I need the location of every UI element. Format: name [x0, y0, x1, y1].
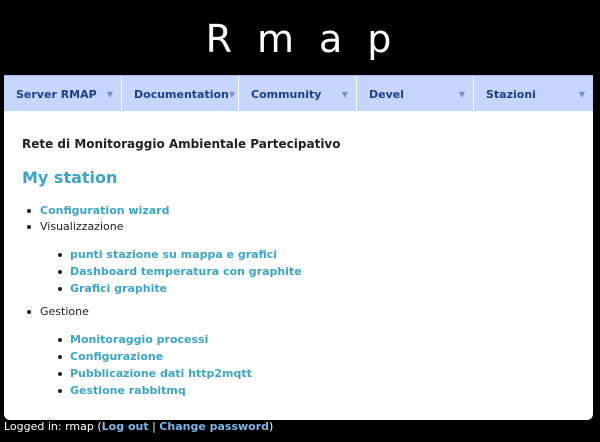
dropdown-arrow-icon: ▼ [228, 89, 236, 99]
rabbitmq-management-link[interactable]: Gestione rabbitmq [70, 384, 186, 397]
logout-link[interactable]: Log out [101, 420, 149, 433]
logged-in-text: Logged in: rmap ( [4, 420, 102, 433]
list-item [70, 365, 302, 382]
nav-item-label: Devel [369, 87, 404, 101]
dropdown-arrow-icon: ▼ [458, 89, 465, 99]
nav-item-devel[interactable] [357, 76, 474, 112]
dropdown-arrow-icon: ▼ [341, 89, 348, 99]
configuration-wizard-link[interactable]: Configuration wizard [40, 204, 170, 217]
list-item [40, 219, 302, 297]
list-item [70, 280, 302, 297]
main-content [4, 111, 593, 420]
separator: | [148, 420, 160, 433]
configuration-link[interactable]: Configurazione [70, 350, 164, 363]
nav-item-server-rmap[interactable] [4, 76, 122, 112]
gestione-list [70, 331, 302, 399]
dropdown-arrow-icon: ▼ [578, 89, 585, 99]
site-header [4, 4, 593, 73]
nav-item-community[interactable] [239, 76, 357, 112]
list-item [70, 263, 302, 280]
browser-window [4, 4, 593, 438]
graphite-charts-link[interactable]: Grafici graphite [70, 282, 168, 295]
list-item [70, 246, 302, 263]
list-item [70, 382, 302, 399]
closing-paren: ) [269, 420, 274, 433]
temperature-dashboard-link[interactable]: Dashboard temperatura con graphite [70, 265, 302, 278]
map-charts-link[interactable]: punti stazione su mappa e grafici [70, 248, 278, 261]
process-monitoring-link[interactable]: Monitoraggio processi [70, 333, 209, 346]
login-status-bar [4, 418, 593, 435]
site-title: Rmap [205, 16, 417, 61]
page-subtitle: Rete di Monitoraggio Ambientale Partecipativo [22, 137, 341, 151]
page-title: My station [22, 168, 118, 187]
http2mqtt-publish-link[interactable]: Pubblicazione dati http2mqtt [70, 367, 252, 380]
nav-item-documentation[interactable] [122, 76, 239, 112]
nav-item-label: Server RMAP [16, 87, 97, 101]
list-item [70, 331, 302, 348]
section-label-visualizzazione: Visualizzazione [40, 220, 124, 233]
nav-item-label: Documentation [134, 87, 229, 101]
change-password-link[interactable]: Change password [159, 420, 270, 433]
nav-item-label: Community [251, 87, 322, 101]
nav-item-stazioni[interactable] [474, 76, 593, 112]
section-label-gestione: Gestione [40, 305, 89, 318]
nav-item-label: Stazioni [486, 87, 536, 101]
list-item [40, 304, 302, 399]
dropdown-arrow-icon: ▼ [106, 89, 113, 99]
main-nav [4, 75, 593, 113]
list-item [70, 348, 302, 365]
list-item [40, 203, 302, 219]
visualizzazione-list [70, 246, 302, 297]
station-menu [40, 203, 302, 399]
